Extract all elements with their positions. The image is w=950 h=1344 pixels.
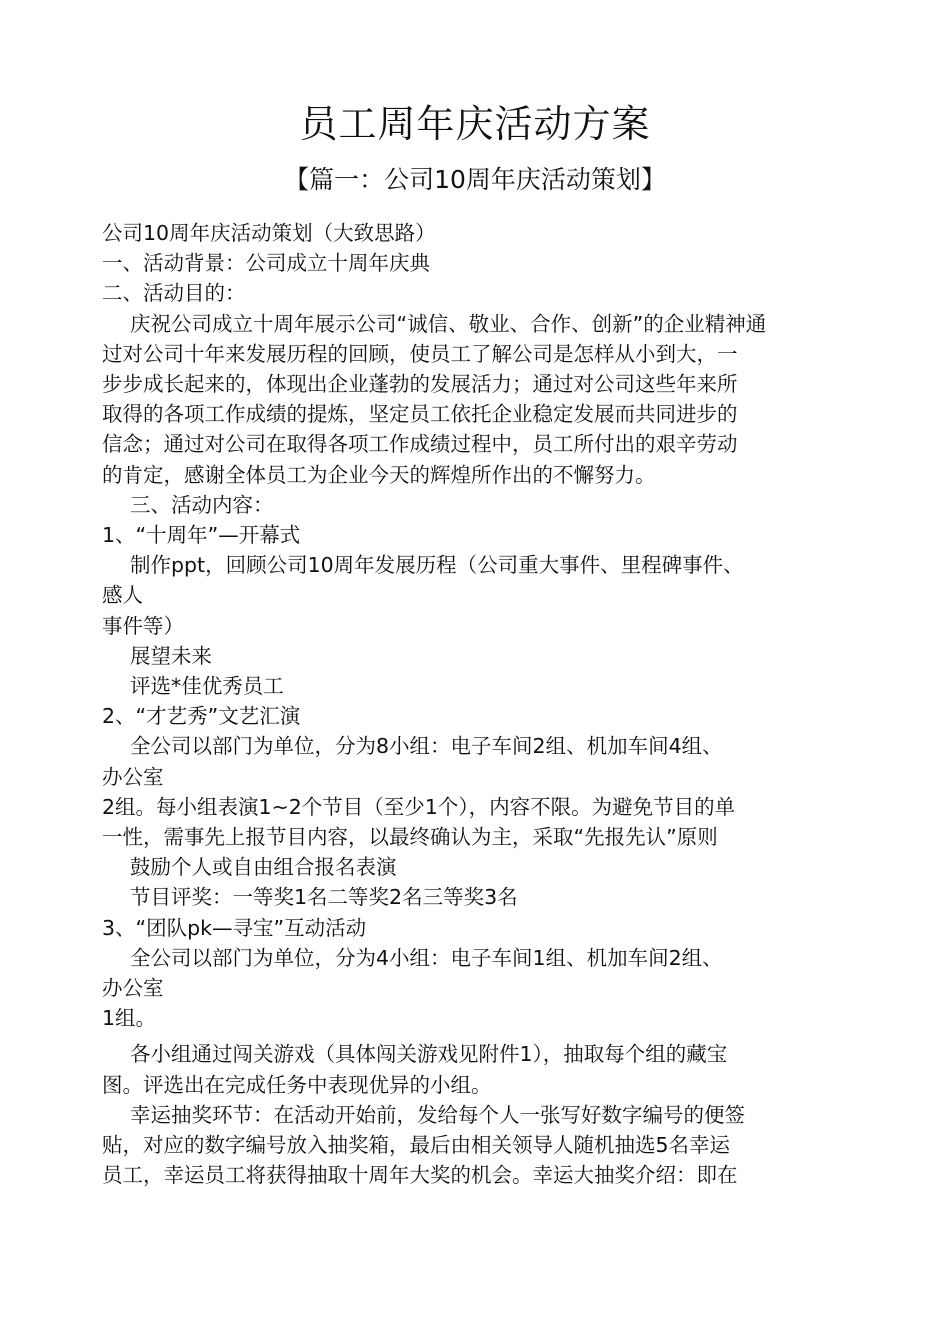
body-line: 一、活动背景：公司成立十周年庆典 (102, 251, 430, 276)
body-line: 信念；通过对公司在取得各项工作成绩过程中，员工所付出的艰辛劳动 (102, 432, 738, 457)
body-line: 感人 (102, 583, 143, 608)
body-line: 全公司以部门为单位，分为4小组：电子车间1组、机加车间2组、 (130, 945, 723, 970)
body-line: 员工，幸运员工将获得抽取十周年大奖的机会。幸运大抽奖介绍：即在 (102, 1163, 738, 1188)
body-line: 制作ppt，回顾公司10周年发展历程（公司重大事件、里程碑事件、 (130, 553, 744, 578)
body-line: 一性，需事先上报节目内容，以最终确认为主，采取“先报先认”原则 (102, 825, 718, 850)
body-line: 展望未来 (130, 643, 212, 668)
body-line: 庆祝公司成立十周年展示公司“诚信、敬业、合作、创新”的企业精神通 (130, 311, 767, 336)
body-line: 事件等） (102, 613, 184, 638)
body-line: 二、活动目的： (102, 281, 246, 306)
body-line: 3、“团队pk—寻宝”互动活动 (102, 915, 367, 940)
body-line: 办公室 (102, 764, 164, 789)
body-line: 三、活动内容： (130, 492, 274, 517)
document-title: 员工周年庆活动方案 (299, 102, 651, 146)
body-line: 取得的各项工作成绩的提炼，坚定员工依托企业稳定发展而共同进步的 (102, 402, 738, 427)
body-line: 鼓励个人或自由组合报名表演 (130, 855, 397, 880)
body-line: 过对公司十年来发展历程的回顾，使员工了解公司是怎样从小到大，一 (102, 341, 738, 366)
body-line: 幸运抽奖环节：在活动开始前，发给每个人一张写好数字编号的便签 (130, 1102, 745, 1127)
body-line: 办公室 (102, 976, 164, 1001)
body-line: 公司10周年庆活动策划（大致思路） (102, 221, 436, 245)
body-line: 贴，对应的数字编号放入抽奖箱，最后由相关领导人随机抽选5名幸运 (102, 1133, 731, 1158)
document-body (102, 218, 850, 1191)
body-line: 步步成长起来的，体现出企业蓬勃的发展活力；通过对公司这些年来所 (102, 372, 738, 397)
body-line: 节目评奖：一等奖1名二等奖2名三等奖3名 (130, 885, 518, 910)
body-line: 2组。每小组表演1~2个节目（至少1个），内容不限。为避免节目的单 (102, 794, 736, 819)
body-line: 图。评选出在完成任务中表现优异的小组。 (102, 1072, 492, 1097)
body-line: 2、“才艺秀”文艺汇演 (102, 704, 301, 729)
body-line: 1组。 (102, 1006, 157, 1031)
section-heading: 【篇一：公司10周年庆活动策划】 (284, 165, 666, 194)
body-line: 1、“十周年”—开幕式 (102, 523, 301, 548)
body-line: 各小组通过闯关游戏（具体闯关游戏见附件1），抽取每个组的藏宝 (130, 1042, 728, 1067)
body-line: 评选*佳优秀员工 (130, 674, 284, 699)
body-line: 全公司以部门为单位，分为8小组：电子车间2组、机加车间4组、 (130, 734, 723, 759)
body-line: 的肯定，感谢全体员工为企业今天的辉煌所作出的不懈努力。 (102, 462, 656, 487)
